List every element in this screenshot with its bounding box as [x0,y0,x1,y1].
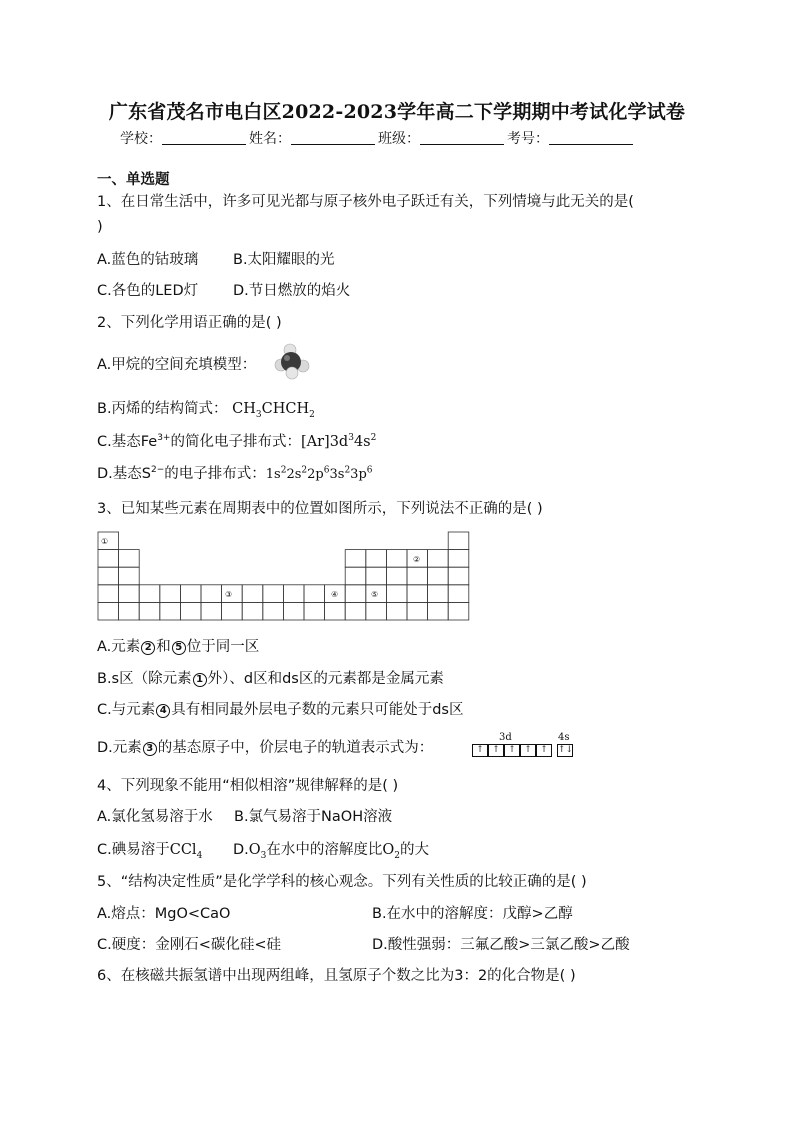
periodic-cell [325,602,346,620]
periodic-cell [98,602,119,620]
fe-config: $[Ar]3d^34s^2$ [300,433,377,450]
q4-option-d [233,838,429,861]
q3-option-a [97,635,259,656]
methane-model-image [271,340,311,380]
name-label: 姓名： [249,131,291,147]
periodic-cell [448,567,469,585]
orbital-3d-box: ↑ [488,744,504,757]
periodic-cell [407,602,428,620]
student-info-row [120,128,680,148]
periodic-cell [407,585,428,603]
q2-option-b [97,397,315,420]
periodic-cell [242,585,263,603]
periodic-cell [386,550,407,568]
ccl4-formula: CCl$_4$ [169,842,203,861]
periodic-cell [345,567,366,585]
q4-option-d-mid: 在水中的溶解度比 [266,842,383,858]
q3-option-a-end: 位于同一区 [186,639,260,655]
q2-option-c-mid: 的简化电子排布式： [170,434,301,450]
element-2-ref: 2 [141,641,155,655]
q5-option-c: C.硬度：金刚石<碳化硅<硅 [97,937,282,953]
periodic-cell [345,550,366,568]
school-label: 学校： [120,131,162,147]
q5-option-d: D.酸性强弱：三氟乙酸>三氯乙酸>乙酸 [372,937,630,953]
q3-option-c-end: 具有相同最外层电子数的元素只可能处于ds区 [171,702,464,718]
periodic-cell [201,602,222,620]
orbital-4s-label: 4s [558,732,570,743]
o2-formula: $O_2$ [382,842,401,861]
q2-option-b-label: B.丙烯的结构简式： [97,401,228,417]
q4-option-a: A.氯化氢易溶于水 [97,809,213,825]
periodic-cell [98,550,119,568]
orbital-3d-box: ↑ [472,744,488,757]
periodic-cell [160,602,181,620]
periodic-cell [304,602,325,620]
o3-formula: $O_3$ [248,842,267,861]
periodic-cell [180,602,201,620]
element-1-label: ① [101,537,109,546]
periodic-cell [139,585,160,603]
periodic-cell [242,602,263,620]
q3-option-c-pre: C.与元素 [97,702,156,718]
periodic-cell [201,585,222,603]
q3-option-b-end: 外）、d区和ds区的元素都是金属元素 [207,671,444,687]
element-4-ref: 4 [156,704,170,718]
q3-option-c [97,698,464,719]
periodic-cell [428,567,449,585]
propene-formula: $CH_3CHCH_2$ [232,401,315,420]
periodic-cell [386,585,407,603]
periodic-cell [386,567,407,585]
q3-option-b-pre: B.s区（除元素 [97,671,192,687]
q6-stem: 6、在核磁共振氢谱中出现两组峰，且氢原子个数之比为3：2的化合物是( ) [97,968,576,984]
school-blank[interactable] [162,131,246,145]
orbital-3d-label: 3d [499,732,512,743]
q4-option-c [97,838,202,861]
q3-option-d-pre: D.元素 [97,740,142,756]
periodic-cell [345,585,366,603]
q5-option-b: B.在水中的溶解度：戊醇>乙醇 [372,906,573,922]
periodic-cell [345,602,366,620]
orbital-3d-box: ↑ [520,744,536,757]
orbital-3d-box: ↑ [536,744,552,757]
periodic-cell [448,585,469,603]
periodic-cell [366,567,387,585]
fe3-ion: $Fe^{3+}$ [140,433,171,450]
q2-option-d-mid: 的电子排布式： [164,466,266,482]
periodic-cell [119,585,140,603]
s-config: $1s^22s^22p^63s^23p^6$ [265,465,373,482]
q5-option-a: A.熔点：MgO<CaO [97,906,231,922]
periodic-cell [283,585,304,603]
q1-stem-end: ) [97,219,103,235]
q3-option-d-end: 的基态原子中，价层电子的轨道表示式为： [157,740,434,756]
periodic-cell [283,602,304,620]
q1-option-b: B.太阳耀眼的光 [233,252,335,268]
number-label: 考号： [507,131,549,147]
periodic-cell [366,602,387,620]
q1-option-a: A.蓝色的钴玻璃 [97,252,199,268]
periodic-cell [222,602,243,620]
element-2-label: ② [413,555,421,564]
periodic-cell [448,550,469,568]
s2-ion: $S^{2-}$ [141,465,165,482]
periodic-cell [98,567,119,585]
q2-stem: 2、下列化学用语正确的是( ) [97,315,282,331]
q4-option-d-end: 的大 [400,842,430,858]
q4-option-b: B.氯气易溶于NaOH溶液 [234,809,393,825]
q3-option-b [97,667,444,688]
q3-option-d [97,736,433,757]
periodic-cell [386,602,407,620]
q4-stem: 4、下列现象不能用“相似相溶”规律解释的是( ) [97,778,399,794]
q2-option-d-label: D.基态 [97,466,142,482]
orbital-4s-box: ↑↓ [558,745,574,755]
orbital-3d-box: ↑ [504,744,520,757]
section-heading: 一、单选题 [97,172,170,188]
q1-option-c: C.各色的LED灯 [97,283,199,299]
q3-option-a-mid: 和 [156,639,171,655]
periodic-cell [304,585,325,603]
q4-option-d-pre: D. [233,842,249,858]
page-title: 广东省茂名市电白区2022-2023学年高二下学期期中考试化学试卷 [108,101,686,123]
q2-option-c [97,430,376,451]
periodic-cell [448,602,469,620]
periodic-cell [98,585,119,603]
element-3-label: ③ [225,590,233,599]
element-5-ref: 5 [172,641,186,655]
periodic-cell [263,585,284,603]
class-blank[interactable] [420,131,504,145]
periodic-table-figure [97,531,473,623]
periodic-cell [119,567,140,585]
name-blank[interactable] [291,131,375,145]
periodic-cell [428,585,449,603]
q5-stem: 5、“结构决定性质”是化学学科的核心观念。下列有关性质的比较正确的是( ) [97,874,587,890]
periodic-cell [139,602,160,620]
periodic-cell [119,550,140,568]
q4-option-c-pre: C.碘易溶于 [97,842,170,858]
element-5-label: ⑤ [371,590,379,599]
element-4-label: ④ [331,590,339,599]
q2-option-a: A.甲烷的空间充填模型： [97,357,257,373]
q2-option-d [97,462,373,483]
element-1-ref: 1 [193,673,207,687]
periodic-cell [119,602,140,620]
q3-stem: 3、已知某些元素在周期表中的位置如图所示，下列说法不正确的是( ) [97,501,543,517]
periodic-cell [448,532,469,550]
number-blank[interactable] [549,131,633,145]
periodic-cell [160,585,181,603]
periodic-cell [407,567,428,585]
q3-option-a-pre: A.元素 [97,639,141,655]
periodic-cell [428,602,449,620]
periodic-cell [263,602,284,620]
q2-option-c-label: C.基态 [97,434,141,450]
class-label: 班级： [378,131,420,147]
periodic-cell [180,585,201,603]
q1-option-d: D.节日燃放的焰火 [233,283,351,299]
periodic-cell [428,550,449,568]
q1-stem: 1、在日常生活中，许多可见光都与原子核外电子跃迁有关，下列情境与此无关的是( [97,194,634,210]
periodic-cell [366,550,387,568]
element-3-ref: 3 [143,742,157,756]
